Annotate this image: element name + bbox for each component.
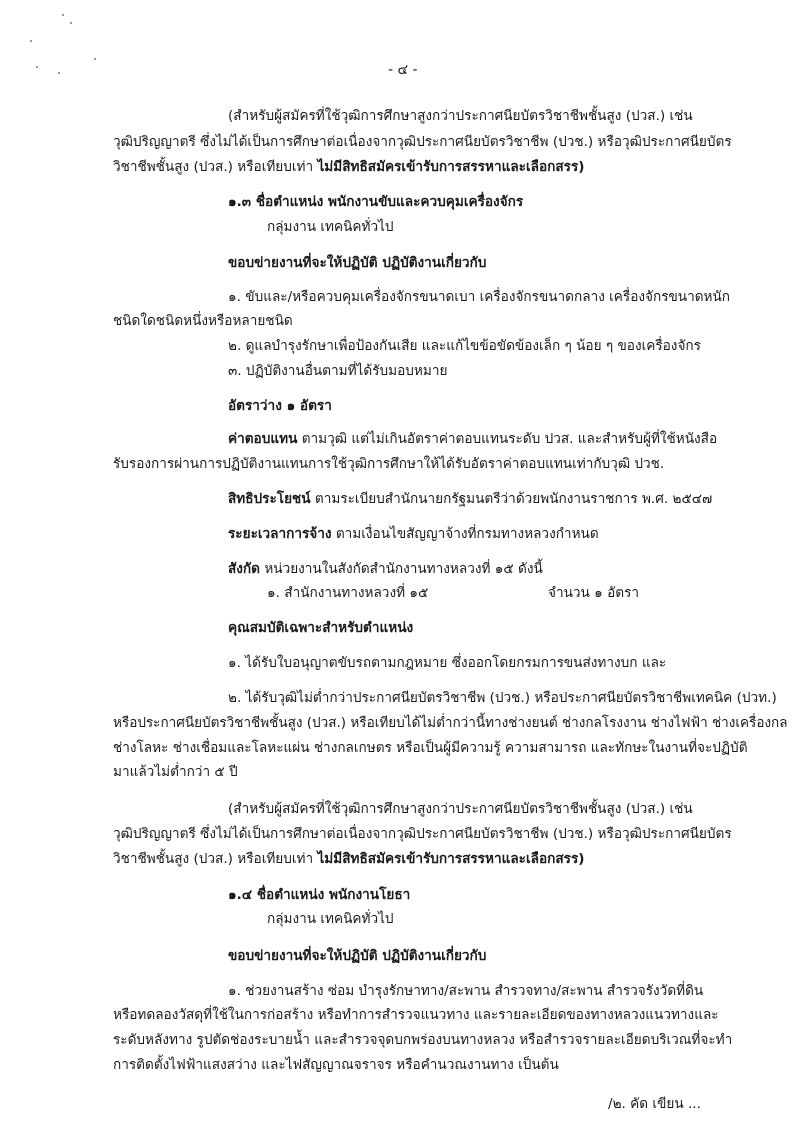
continuation-marker: /๒. คัด เขียน ... [608,1096,701,1112]
position-1-3-qualification-2-line4: มาแล้วไม่ต่ำกว่า ๕ ปี [113,764,238,780]
affiliation-label: สังกัด [228,561,260,577]
position-1-3-vacancy: อัตราว่าง ๑ อัตรา [228,398,332,414]
position-1-3-qualification-heading: คุณสมบัติเฉพาะสำหรับตำแหน่ง [228,620,414,636]
position-1-3-duty-1-line1: ๑. ขับและ/หรือควบคุมเครื่องจักรขนาดเบา เครื่องจักรขนาดกลาง เครื่องจักรขนาดหนัก [228,289,731,305]
position-1-3-pay-line2: รับรองการผ่านการปฏิบัติงานแทนการใช้วุฒิการศึกษาให้ได้รับอัตราค่าตอบแทนเท่ากับวุฒิ ปวช. [113,456,665,472]
position-1-3-duration [228,524,599,544]
note2-line3 [113,849,584,869]
note2-line2: วุฒิปริญญาตรี ซึ่งไม่ได้เป็นการศึกษาต่อเนื่องจากวุฒิประกาศนียบัตรวิชาชีพ (ปวช.) หรือวุฒิประกาศนียบัตร [113,826,732,842]
position-1-4-group: กลุ่มงาน เทคนิคทั่วไป [267,911,394,927]
duration-label: ระยะเวลาการจ้าง [228,526,332,542]
scan-speck [70,22,72,24]
scan-speck [30,40,32,42]
position-1-4-heading: ๑.๔ ชื่อตำแหน่ง พนักงานโยธา [228,887,411,903]
scan-speck [36,66,38,68]
page-number: - ๔ - [388,62,418,78]
note2-line3-normal: วิชาชีพชั้นสูง (ปวส.) หรือเทียบเท่า [113,851,318,867]
position-1-3-affiliation-item: ๑. สำนักงานทางหลวงที่ ๑๕ [267,585,429,601]
position-1-3-scope-heading: ขอบข่ายงานที่จะให้ปฏิบัติ ปฏิบัติงานเกี่ยวกับ [228,255,487,271]
position-1-3-pay-line1 [228,429,717,449]
position-1-4-duty-1-line3: ระดับหลังทาง รูปตัดช่องระบายน้ำ และสำรวจจุดบกพร่องบนทางหลวง หรือสำรวจรายละเอียดบริเวณที่จะทำ [113,1032,733,1048]
affiliation-text: หน่วยงานในสังกัดสำนักงานทางหลวงที่ ๑๕ ดังนี้ [260,561,543,577]
position-1-4-duty-1-line1: ๑. ช่วยงานสร้าง ซ่อม บำรุงรักษาทาง/สะพาน สำรวจทาง/สะพาน สำรวจรังวัดที่ดิน [228,983,704,999]
position-1-4-duty-1-line2: หรือทดลองวัสดุที่ใช้ในการก่อสร้าง หรือทำการสำรวจแนวทาง และรายละเอียดของทางหลวงแนวทางและ [113,1007,719,1023]
position-1-3-duty-1-line2: ชนิดใดชนิดหนึ่งหรือหลายชนิด [113,313,293,329]
benefit-text: ตามระเบียบสำนักนายกรัฐมนตรีว่าด้วยพนักงานราชการ พ.ศ. ๒๕๔๗ [310,491,713,507]
scan-speck [94,58,96,60]
pay-label: ค่าตอบแทน [228,431,298,447]
position-1-3-affiliation-count: จำนวน ๑ อัตรา [548,585,640,601]
position-1-3-duty-3: ๓. ปฏิบัติงานอื่นตามที่ได้รับมอบหมาย [228,363,448,379]
benefit-label: สิทธิประโยชน์ [228,491,311,507]
scan-speck [62,14,64,16]
note2-line3-bold: ไม่มีสิทธิสมัครเข้ารับการสรรหาและเลือกสรร) [317,851,585,867]
scan-speck [58,72,60,74]
note2-line1: (สำหรับผู้สมัครที่ใช้วุฒิการศึกษาสูงกว่าประกาศนียบัตรวิชาชีพชั้นสูง (ปวส.) เช่น [228,801,693,817]
position-1-3-qualification-1: ๑. ได้รับใบอนุญาตขับรถตามกฎหมาย ซึ่งออกโดยกรมการขนส่งทางบก และ [228,655,667,671]
position-1-3-qualification-2-line3: ช่างโลหะ ช่างเชื่อมและโลหะแผ่น ช่างกลเกษตร หรือเป็นผู้มีความรู้ ความสามารถ และทักษะในงานที่จะปฏิบัติ [113,740,748,756]
note1-line1: (สำหรับผู้สมัครที่ใช้วุฒิการศึกษาสูงกว่าประกาศนียบัตรวิชาชีพชั้นสูง (ปวส.) เช่น [228,108,693,124]
position-1-3-heading: ๑.๓ ชื่อตำแหน่ง พนักงานขับและควบคุมเครื่องจักร [228,194,524,210]
note1-line3 [113,157,584,177]
position-1-3-group: กลุ่มงาน เทคนิคทั่วไป [267,219,394,235]
position-1-4-duty-1-line4: การติดตั้งไฟฟ้าแสงสว่าง และไฟสัญญาณจราจร หรือคำนวณงานทาง เป็นต้น [113,1057,559,1073]
duration-text: ตามเงื่อนไขสัญญาจ้างที่กรมทางหลวงกำหนด [331,526,599,542]
note1-line3-normal: วิชาชีพชั้นสูง (ปวส.) หรือเทียบเท่า [113,159,318,175]
note1-line2: วุฒิปริญญาตรี ซึ่งไม่ได้เป็นการศึกษาต่อเนื่องจากวุฒิประกาศนียบัตรวิชาชีพ (ปวช.) หรือวุฒิประกาศนียบัตร [113,134,732,150]
position-1-3-affiliation [228,559,543,579]
position-1-3-qualification-2-line1: ๒. ได้รับวุฒิไม่ต่ำกว่าประกาศนียบัตรวิชาชีพ (ปวช.) หรือประกาศนียบัตรวิชาชีพเทคนิค (ปวท.) [228,690,777,706]
position-1-3-benefit [228,489,712,509]
position-1-3-duty-2: ๒. ดูแลบำรุงรักษาเพื่อป้องกันเสีย และแก้ไขข้อขัดข้องเล็ก ๆ น้อย ๆ ของเครื่องจักร [228,338,701,354]
note1-line3-bold: ไม่มีสิทธิสมัครเข้ารับการสรรหาและเลือกสรร) [317,159,585,175]
pay-text: ตามวุฒิ แต่ไม่เกินอัตราค่าตอบแทนระดับ ปวส. และสำหรับผู้ที่ใช้หนังสือ [297,431,718,447]
position-1-4-scope-heading: ขอบข่ายงานที่จะให้ปฏิบัติ ปฏิบัติงานเกี่ยวกับ [228,948,487,964]
position-1-3-qualification-2-line2: หรือประกาศนียบัตรวิชาชีพชั้นสูง (ปวส.) หรือเทียบได้ไม่ต่ำกว่านี้ทางช่างยนต์ ช่างกลโรงงาน ช่างไฟฟ้า ช่างเครื่องกล [113,715,788,731]
